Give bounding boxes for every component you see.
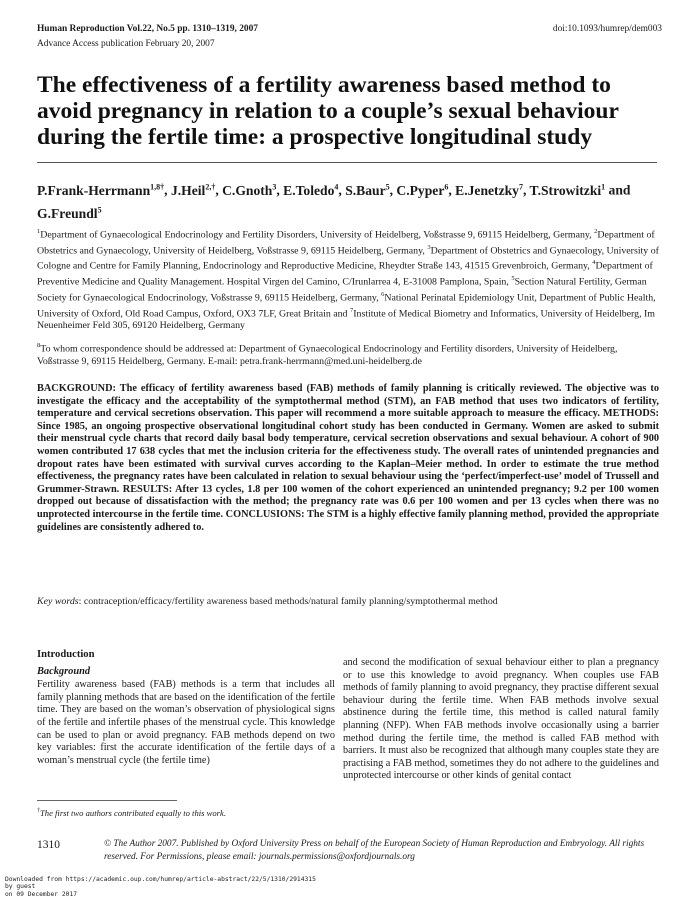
author[interactable]: P.Frank-Herrmann$^{1,8\dagger}$ <box>37 182 165 198</box>
intro-right-column <box>343 657 659 783</box>
article-title: The effectiveness of a fertility awareness based method to avoid pregnancy in relation to a couple’s sexual behaviour during the fertile time: a prospective longitudinal study <box>37 72 619 150</box>
intro-left-column <box>37 649 335 767</box>
footnote: †The first two authors contributed equally to this work. <box>37 808 226 818</box>
page-number: 1310 <box>37 839 60 851</box>
author[interactable]: T.Strowitzki$^1$ <box>529 182 606 198</box>
author[interactable]: E.Jenetzky$^7$ <box>455 182 523 198</box>
section-heading-introduction: Introduction <box>37 649 95 660</box>
advance-access-note: Advance Access publication February 20, 2007 <box>37 39 215 49</box>
keywords: Key words: contraception/efficacy/fertility awareness based methods/natural family planning/symptothermal method <box>37 596 498 607</box>
author[interactable]: S.Baur$^5$ <box>345 182 390 198</box>
affiliations: $^1$Department of Gynaecological Endocrinology and Fertility Disorders, University of Heidelberg, Voßstrasse 9, 69115 Heidelberg, Germany, $^2$Department of Obstetrics and Gynaecology, University of Heidelberg, Voßstrasse 9, 69115 Heidelberg, Germany, $^3$Department of Obstetrics and Gynaecology, University of Cologne and Centre for Family Planning, Endocrinology and Reproductive Medicine, Rheydter Straße 143, 41515 Grevenbroich, Germany, $^4$Department of Preventive Medicine and Quality Management. Hospital Virgen del Camino, C/Irunlarrea 4, E-31008 Pamplona, Spain, $^5$Section Natural Fertility, German Society for Gynaecological Endocrinology, Voßstrasse 9, 69115 Heidelberg, Germany, $^6$National Perinatal Epidemiology Unit, Department of Public Health, University of Oxford, Old Road Campus, Oxford, OX3 7LF, Great Britain and $^7$Institute of Medical Biometry and Informatics, University of Heidelberg, Im Neuenheimer Feld 305, 69120 Heidelberg, Germany <box>37 228 659 332</box>
author[interactable]: E.Toledo$^4$ <box>283 182 339 198</box>
journal-header: Human Reproduction Vol.22, No.5 pp. 1310–1319, 2007 <box>37 24 258 34</box>
author[interactable]: C.Gnoth$^3$ <box>222 182 277 198</box>
download-watermark: Downloaded from https://academic.oup.com/humrep/article-abstract/22/5/1310/2914315 by guest on 09 December 2017 <box>5 876 316 898</box>
intro-paragraph-left: Fertility awareness based (FAB) methods is a term that includes all family planning methods that are based on the identification of the fertile time. They are based on the woman’s observation of physiological signs of the fertile and infertile phases of the menstrual cycle. This knowledge can be used to plan or avoid pregnancy. FAB methods depend on two key variables: first the accurate identification of the fertile days of a woman’s menstrual cycle (the fertile time) <box>37 679 335 766</box>
intro-paragraph-right: and second the modification of sexual behaviour either to plan a pregnancy or to use this knowledge to avoid pregnancy. When couples use FAB methods of family planning to avoid pregnancy, they practise different sexual behaviour during the fertile time. When FAB methods involve sexual abstinence during the fertile time, this method is called natural family planning (NFP). When FAB methods involve occasionally using a barrier method during the fertile time, the method is called FAB method with barriers. It must also be recognized that although many couples state they are practising a FAB method, sometimes they do not adhere to the guidelines and unprotected intercourse or other kinds of genital contact <box>343 657 659 782</box>
correspondence: $^8$To whom correspondence should be addressed at: Department of Gynaecological Endocrinology and Fertility disorders, University of Heidelberg, Voßstrasse 9, 69115 Heidelberg, Germany. E-mail: petra.frank-herrmann@med.uni-heidelberg.de <box>37 342 618 367</box>
author[interactable]: C.Pyper$^6$ <box>396 182 449 198</box>
copyright-notice: © The Author 2007. Published by Oxford University Press on behalf of the European Society of Human Reproduction and Embryology. All rights reserved. For Permissions, please email: journals.permissions@oxfordjournals.org <box>104 839 645 862</box>
author-list: P.Frank-Herrmann$^{1,8\dagger}$, J.Heil$^{2,\dagger}$, C.Gnoth$^3$, E.Toledo$^4$, S.Baur$^5$, C.Pyper$^6$, E.Jenetzky$^7$, T.Strowitzki$^1$ and G.Freundl$^5$ <box>37 182 631 222</box>
subsection-heading-background: Background <box>37 665 91 677</box>
footnote-rule <box>37 800 177 801</box>
abstract: BACKGROUND: The efficacy of fertility awareness based (FAB) methods of family planning is critically reviewed. The objective was to investigate the efficacy and the acceptability of the symptothermal method (STM), an FAB method that uses two indicators of fertility, temperature and cervical secretions observation. This paper will recommend a more suitable approach to measure the efficacy. METHODS: Since 1985, an ongoing prospective observational longitudinal cohort study has been conducted in Germany. Women are asked to submit their menstrual cycle charts that record daily basal body temperature, cervical secretion observations and sexual behaviour. A cohort of 900 women contributed 17 638 cycles that met the inclusion criteria for the effectiveness study. The overall rates of unintended pregnancies and dropout rates have been estimated with survival curves according to the Kaplan–Meier method. In order to estimate the true method effectiveness, the pregnancy rates have been calculated in relation to sexual behaviour using the ‘perfect/imperfect-use’ model of Trussell and Grummer-Strawn. RESULTS: After 13 cycles, 1.8 per 100 women of the cohort experienced an unintended pregnancy; 9.2 per 100 women dropped out because of dissatisfaction with the method; the pregnancy rate was 0.6 per 100 women and per 13 cycles when there was no unprotected intercourse in the fertile time. CONCLUSIONS: The STM is a highly effective family planning method, provided the appropriate guidelines are consistently adhered to. <box>37 383 659 533</box>
author[interactable]: G.Freundl$^5$ <box>37 205 102 222</box>
title-rule <box>37 162 657 163</box>
author[interactable]: J.Heil$^{2,\dagger}$ <box>170 182 216 198</box>
doi[interactable]: doi:10.1093/humrep/dem003 <box>552 24 662 34</box>
